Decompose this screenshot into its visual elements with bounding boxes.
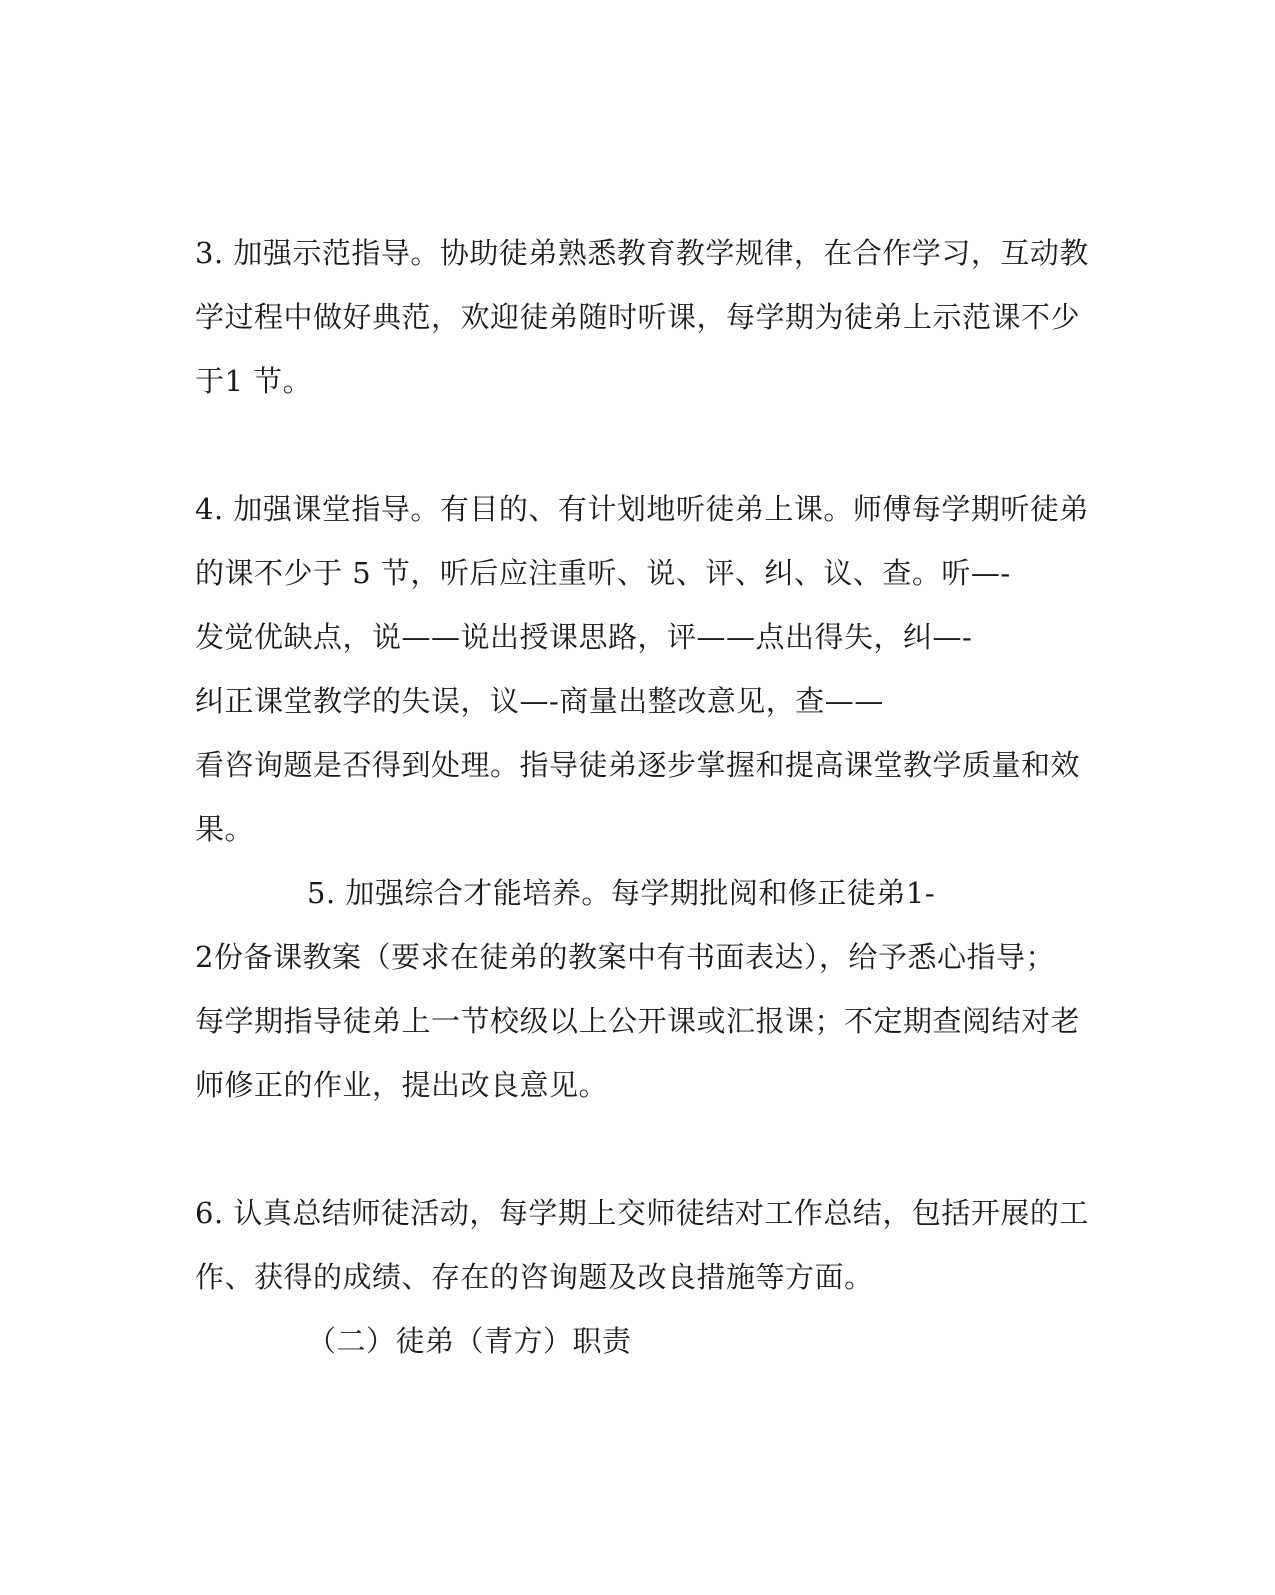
text-line: 纠正课堂教学的失误，议—-商量出整改意见，查—— [195,684,884,718]
text-line: 果。 [195,812,255,846]
text-line: 2份备课教案（要求在徒弟的教案中有书面表达），给予悉心指导； [195,940,1055,974]
text-line: 学过程中做好典范，欢迎徒弟随时听课，每学期为徒弟上示范课不少 [195,300,1081,334]
text-line: 看咨询题是否得到处理。指导徒弟逐步掌握和提高课堂教学质量和效 [195,748,1081,782]
section-heading: （二）徒弟（青方）职责 [307,1324,632,1358]
text-line: 发觉优缺点，说——说出授课思路，评——点出得失，纠—- [195,620,973,654]
text-line: 5. 加强综合才能培养。每学期批阅和修正徒弟1- [307,876,936,910]
text-line: 作、获得的成绩、存在的咨询题及改良措施等方面。 [195,1260,874,1294]
text-line: 每学期指导徒弟上一节校级以上公开课或汇报课；不定期查阅结对老 [195,1004,1081,1038]
text-line: 师修正的作业，提出改良意见。 [195,1068,609,1102]
text-line: 4. 加强课堂指导。有目的、有计划地听徒弟上课。师傅每学期听徒弟 [195,492,1089,526]
text-line: 6. 认真总结师徒活动，每学期上交师徒结对工作总结，包括开展的工 [195,1196,1089,1230]
text-line: 3. 加强示范指导。协助徒弟熟悉教育教学规律，在合作学习，互动教 [195,236,1089,270]
text-line: 于1 节。 [195,364,313,398]
text-line: 的课不少于 5 节，听后应注重听、说、评、纠、议、查。听—- [195,556,1011,590]
